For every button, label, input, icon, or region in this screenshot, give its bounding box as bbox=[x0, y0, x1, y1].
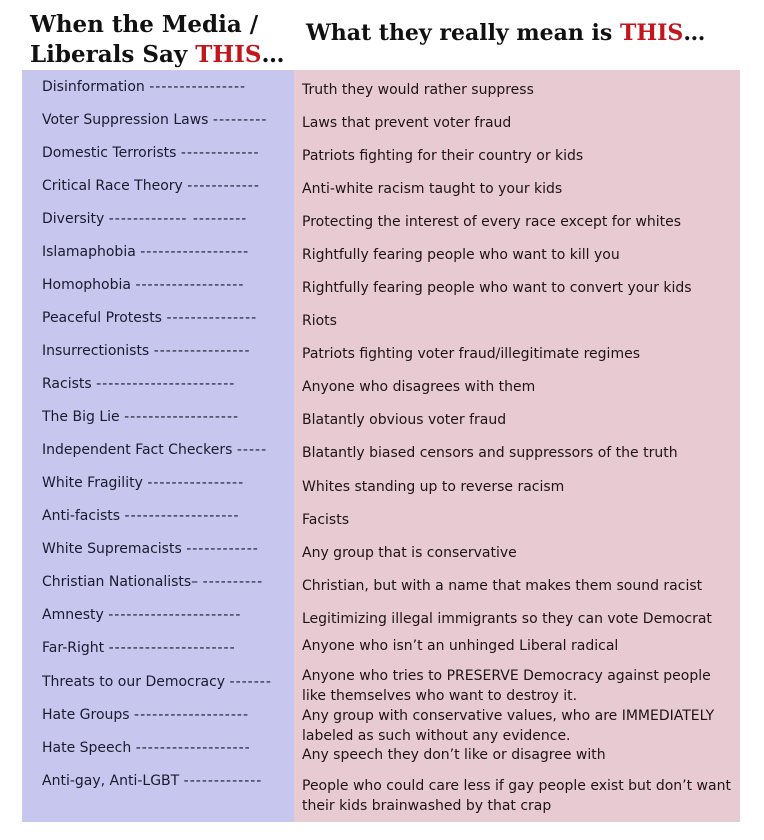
meaning-item: Facists bbox=[302, 512, 350, 528]
term-item bbox=[42, 507, 290, 525]
term-dash-leader: ------------------- bbox=[124, 508, 240, 524]
term-dash-leader: ----- bbox=[236, 442, 268, 458]
right-column-heading bbox=[306, 18, 756, 48]
term-label: Anti-gay, Anti-LGBT bbox=[42, 773, 180, 789]
term-item bbox=[42, 739, 290, 757]
term-item bbox=[42, 210, 290, 228]
term-label: Voter Suppression Laws bbox=[42, 112, 209, 128]
term-dash-leader: ----------------------- bbox=[96, 376, 236, 392]
term-dash-leader: ------------ bbox=[186, 541, 259, 557]
term-item bbox=[42, 673, 290, 691]
left-heading-accent: THIS bbox=[195, 41, 262, 68]
meaning-item: Anyone who disagrees with them bbox=[302, 379, 536, 395]
term-label: White Supremacists bbox=[42, 541, 182, 557]
term-label: Peaceful Protests bbox=[42, 310, 162, 326]
meaning-item: Anyone who isn’t an unhinged Liberal radical bbox=[302, 638, 619, 654]
term-label: Far-Right bbox=[42, 640, 105, 656]
term-item bbox=[42, 276, 290, 294]
meaning-item: Patriots fighting for their country or kids bbox=[302, 148, 584, 164]
term-dash-leader: ------------- bbox=[180, 145, 260, 161]
left-heading-line-1: When the Media / bbox=[30, 11, 259, 38]
term-label: Christian Nationalists– bbox=[42, 574, 199, 590]
right-heading-accent: THIS bbox=[619, 20, 684, 46]
meaning-item: Any group that is conservative bbox=[302, 545, 517, 561]
term-dash-leader: ------------- bbox=[183, 773, 263, 789]
term-dash-leader: ------------------ bbox=[140, 244, 250, 260]
term-item bbox=[42, 144, 290, 162]
term-dash-leader: ------------------- bbox=[135, 740, 251, 756]
term-dash-leader: --------- bbox=[212, 112, 268, 128]
term-label: Islamaphobia bbox=[42, 244, 136, 260]
meaning-item: Rightfully fearing people who want to kill you bbox=[302, 247, 620, 263]
term-item bbox=[42, 474, 290, 492]
left-heading-suffix: … bbox=[261, 41, 285, 68]
meaning-item: Patriots fighting voter fraud/illegitimate regimes bbox=[302, 346, 640, 362]
term-item bbox=[42, 309, 290, 327]
term-label: Critical Race Theory bbox=[42, 178, 183, 194]
left-column-heading bbox=[30, 10, 300, 70]
term-label: Insurrectionists bbox=[42, 343, 150, 359]
term-item bbox=[42, 243, 290, 261]
term-item bbox=[42, 606, 290, 624]
meaning-item: Any speech they don’t like or disagree with bbox=[302, 747, 606, 763]
meaning-item: Blatantly obvious voter fraud bbox=[302, 412, 507, 428]
term-label: Threats to our Democracy bbox=[42, 674, 226, 690]
meaning-item: Whites standing up to reverse racism bbox=[302, 479, 565, 495]
term-dash-leader: ------------ bbox=[187, 178, 260, 194]
term-item bbox=[42, 111, 290, 129]
term-item bbox=[42, 772, 290, 790]
term-label: Hate Groups bbox=[42, 707, 130, 723]
term-label: Amnesty bbox=[42, 607, 104, 623]
term-item bbox=[42, 375, 290, 393]
term-label: Disinformation bbox=[42, 79, 145, 95]
meaning-item: Rightfully fearing people who want to convert your kids bbox=[302, 280, 692, 296]
term-dash-leader: ---------------- bbox=[147, 475, 245, 491]
term-label: Diversity bbox=[42, 211, 105, 227]
term-dash-leader: ---------------------- bbox=[108, 607, 242, 623]
meaning-item: Any group with conservative values, who are IMMEDIATELY labeled as such without any evidence. bbox=[302, 708, 715, 744]
term-item bbox=[42, 540, 290, 558]
meaning-item: Blatantly biased censors and suppressors of the truth bbox=[302, 445, 678, 461]
meaning-item: Riots bbox=[302, 313, 337, 329]
meaning-item: Anti-white racism taught to your kids bbox=[302, 181, 563, 197]
term-label: White Fragility bbox=[42, 475, 143, 491]
term-dash-leader: ------------------- bbox=[134, 707, 250, 723]
term-label: Hate Speech bbox=[42, 740, 132, 756]
right-heading-prefix: What they really mean is bbox=[306, 20, 620, 46]
left-heading-prefix: Liberals Say bbox=[30, 41, 196, 68]
term-label: Anti-facists bbox=[42, 508, 121, 524]
term-dash-leader: --------------------- bbox=[108, 640, 236, 656]
term-item bbox=[42, 342, 290, 360]
term-item bbox=[42, 639, 290, 657]
term-label: The Big Lie bbox=[42, 409, 120, 425]
meaning-item: Legitimizing illegal immigrants so they can vote Democrat bbox=[302, 611, 712, 627]
term-dash-leader: ------------------- bbox=[124, 409, 240, 425]
term-item bbox=[42, 408, 290, 426]
term-dash-leader: ------------------ bbox=[135, 277, 245, 293]
term-item bbox=[42, 177, 290, 195]
term-dash-leader: ------- bbox=[229, 674, 272, 690]
term-item bbox=[42, 441, 290, 459]
term-label: Domestic Terrorists bbox=[42, 145, 177, 161]
term-dash-leader: ---------- bbox=[202, 574, 264, 590]
meaning-item: Laws that prevent voter fraud bbox=[302, 115, 512, 131]
meaning-item: People who could care less if gay people exist but don’t want their kids brainwashed by that crap bbox=[302, 778, 731, 814]
term-label: Independent Fact Checkers bbox=[42, 442, 233, 458]
term-dash-leader: ---------------- bbox=[153, 343, 251, 359]
term-label: Racists bbox=[42, 376, 92, 392]
term-dash-leader: --------------- bbox=[166, 310, 258, 326]
meaning-item: Christian, but with a name that makes them sound racist bbox=[302, 578, 703, 594]
term-dash-leader: ------------- --------- bbox=[108, 211, 248, 227]
left-heading-line-2 bbox=[30, 40, 300, 70]
meaning-item: Truth they would rather suppress bbox=[302, 82, 534, 98]
meaning-item: Anyone who tries to PRESERVE Democracy against people like themselves who want to destroy it. bbox=[302, 668, 711, 704]
term-dash-leader: ---------------- bbox=[149, 79, 247, 95]
term-label: Homophobia bbox=[42, 277, 131, 293]
term-item bbox=[42, 573, 290, 591]
term-item bbox=[42, 706, 290, 724]
meaning-item: Protecting the interest of every race except for whites bbox=[302, 214, 682, 230]
right-heading-suffix: … bbox=[683, 20, 706, 46]
term-item bbox=[42, 78, 290, 96]
